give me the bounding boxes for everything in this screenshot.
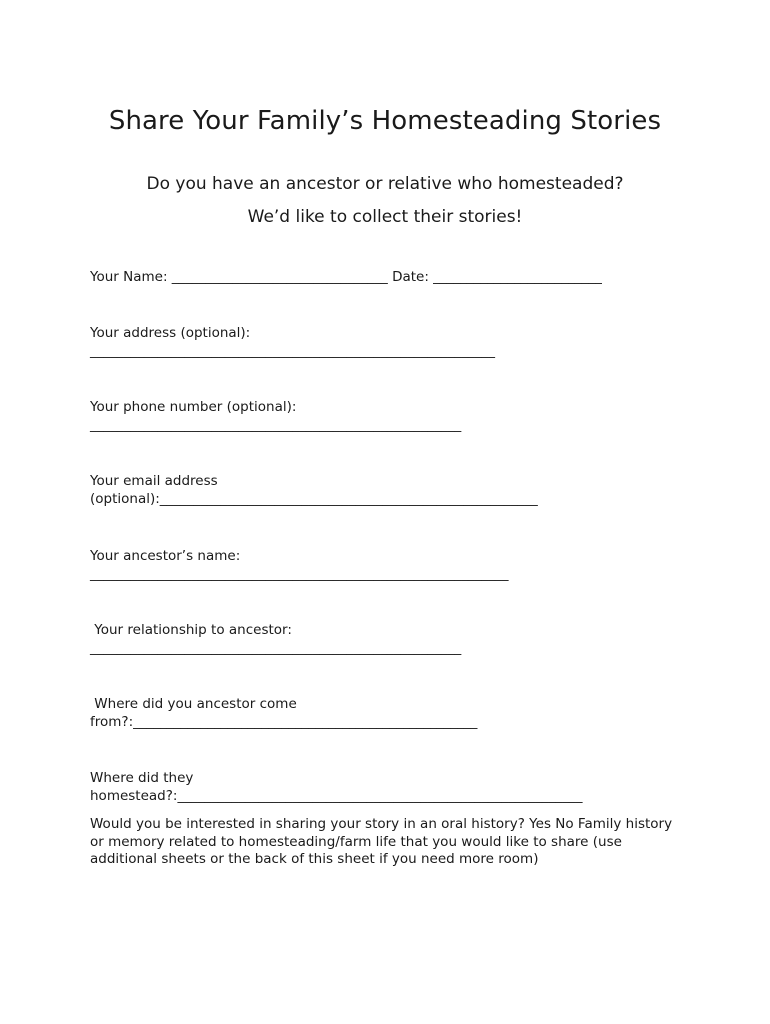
phone-field[interactable]: _______________________________________________________ bbox=[90, 417, 462, 433]
email-label: Your email address bbox=[90, 473, 218, 489]
ancestor-name-field[interactable]: ______________________________________________________________ bbox=[90, 566, 509, 582]
page-title: Share Your Family’s Homesteading Stories bbox=[108, 106, 662, 136]
origin-label: Where did you ancestor come bbox=[90, 696, 297, 712]
subtitle-invitation: We’d like to collect their stories! bbox=[247, 207, 523, 227]
homestead-label: Where did they bbox=[90, 770, 194, 786]
origin-field[interactable]: from?:___________________________________________________ bbox=[90, 714, 478, 730]
relationship-label: Your relationship to ancestor: bbox=[90, 622, 292, 638]
email-field[interactable]: (optional):________________________________________________________ bbox=[90, 491, 538, 507]
address-field[interactable]: ____________________________________________________________ bbox=[90, 343, 495, 359]
name-date-field[interactable]: Your Name: ________________________________ Date: _________________________ bbox=[90, 269, 602, 285]
relationship-field[interactable]: _______________________________________________________ bbox=[90, 640, 462, 656]
ancestor-name-label: Your ancestor’s name: bbox=[90, 548, 241, 564]
homestead-field[interactable]: homestead?:____________________________________________________________ bbox=[90, 788, 583, 804]
phone-label: Your phone number (optional): bbox=[90, 399, 297, 415]
address-label: Your address (optional): bbox=[90, 325, 251, 341]
subtitle-question: Do you have an ancestor or relative who homesteaded? bbox=[146, 174, 624, 194]
oral-history-paragraph: Would you be interested in sharing your story in an oral history? Yes No Family history or memory related to homesteading/farm life that you would like to share (use additional sheets or the back of this sheet if you need more room) bbox=[90, 816, 673, 867]
